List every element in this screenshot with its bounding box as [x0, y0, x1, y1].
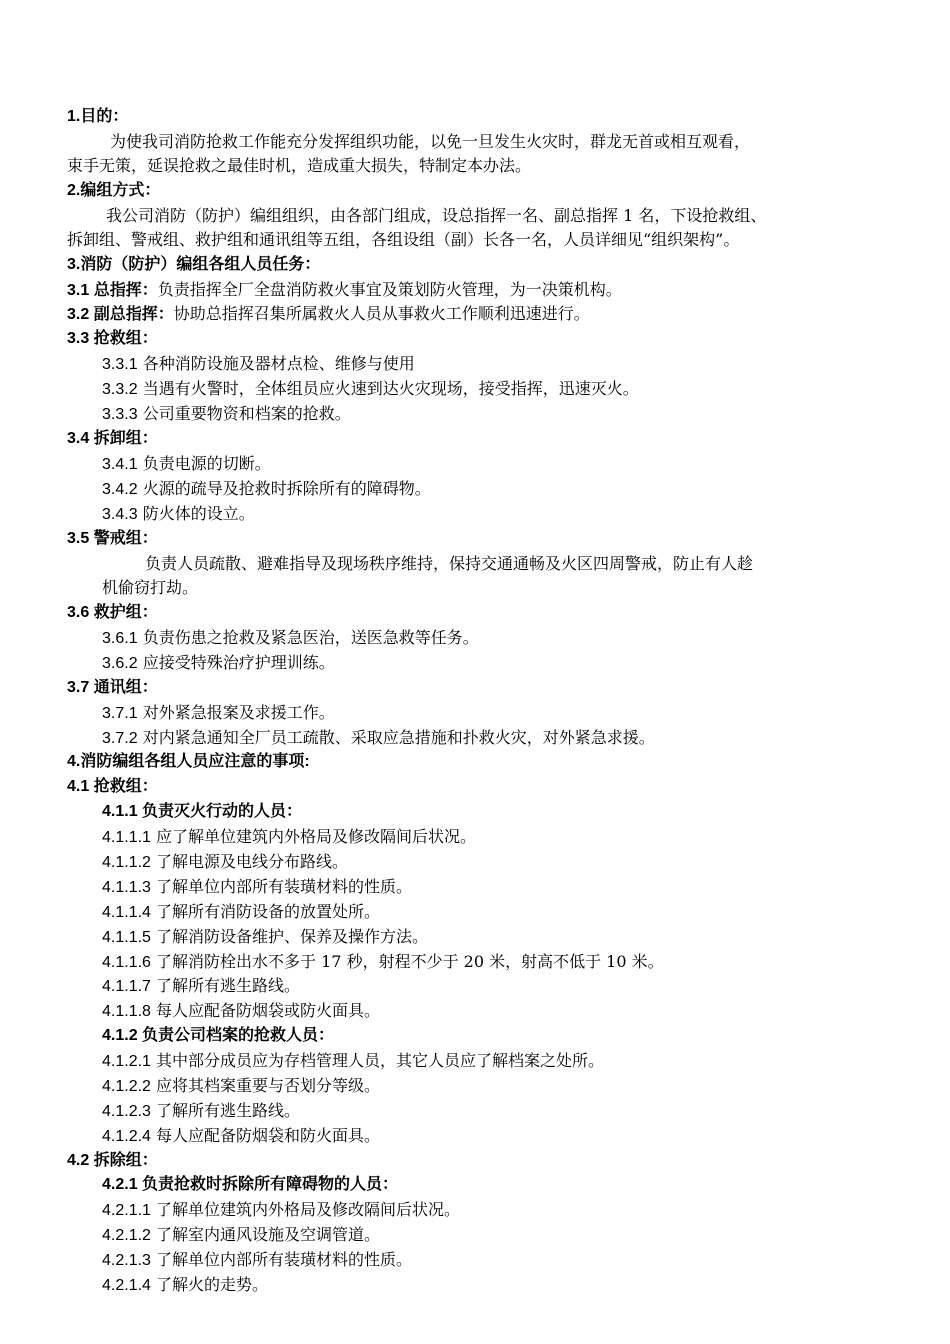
item-3-7-heading: 3.7 通讯组： [67, 679, 158, 696]
item-3-3-1-text: 各种消防设施及器材点检、维修与使用 [142, 354, 415, 373]
item-4-1-1-heading: 4.1.1 负责灭火行动的人员： [102, 803, 303, 820]
item-4-2-1-1-text: 了解单位建筑内外格局及修改隔间后状况。 [156, 1200, 461, 1219]
item-4-2-1-3 [102, 1249, 412, 1271]
purpose-line-2: 束手无策，延误抢救之最佳时机，造成重大损失，特制定本办法。 [67, 156, 532, 175]
item-4-1-1-6-number: 4.1.1.6 [102, 954, 151, 971]
item-4-2-1-3-text: 了解单位内部所有装璜材料的性质。 [156, 1250, 413, 1269]
item-3-7-2-number: 3.7.2 [102, 730, 138, 747]
item-3-4-1-number: 3.4.1 [102, 456, 138, 473]
item-3-2 [67, 303, 590, 325]
item-4-1-1-3-number: 4.1.1.3 [102, 879, 151, 896]
item-4-2-1-2-text: 了解室内通风设施及空调管道。 [156, 1225, 381, 1244]
item-3-2-label: 3.2 副总指挥： [67, 306, 174, 323]
item-4-1-2-1-number: 4.1.2.1 [102, 1053, 151, 1070]
item-4-2-heading: 4.2 拆除组： [67, 1152, 158, 1169]
item-3-6-1-number: 3.6.1 [102, 630, 138, 647]
item-3-7-1-number: 3.7.1 [102, 705, 138, 722]
item-4-1-2-2 [102, 1075, 380, 1097]
item-4-1-1-7 [102, 975, 300, 997]
item-4-1-2-4 [102, 1125, 380, 1147]
item-3-4-3 [102, 503, 255, 525]
item-3-5-heading: 3.5 警戒组： [67, 530, 158, 547]
item-4-2-1-3-number: 4.2.1.3 [102, 1252, 151, 1269]
item-3-6-2-number: 3.6.2 [102, 655, 138, 672]
item-4-1-1-2 [102, 851, 348, 873]
item-4-1-1-5-number: 4.1.1.5 [102, 929, 151, 946]
item-4-1-1-7-number: 4.1.1.7 [102, 978, 151, 995]
item-4-2-1-4-number: 4.2.1.4 [102, 1277, 151, 1294]
organization-line-2: 拆卸组、警戒组、救护组和通讯组等五组，各组设组（副）长各一名，人员详细见“组织架构”。 [67, 230, 740, 249]
item-3-4-2-text: 火源的疏导及抢救时拆除所有的障碍物。 [142, 479, 431, 498]
item-4-2-1-heading: 4.2.1 负责抢救时拆除所有障碍物的人员： [102, 1176, 399, 1193]
item-4-1-1-5 [102, 926, 428, 948]
item-4-2-1-4 [102, 1274, 268, 1296]
item-4-2-1-1-number: 4.2.1.1 [102, 1202, 151, 1219]
item-3-7-1-text: 对外紧急报案及求援工作。 [142, 703, 335, 722]
item-3-2-text: 协助总指挥召集所属救火人员从事救火工作顺利迅速进行。 [173, 304, 590, 323]
item-4-1-2-3 [102, 1100, 300, 1122]
item-4-1-1-1-text: 应了解单位建筑内外格局及修改隔间后状况。 [156, 827, 477, 846]
section-3-heading: 3.消防（防护）编组各组人员任务： [67, 256, 321, 273]
item-4-1-2-heading: 4.1.2 负责公司档案的抢救人员： [102, 1027, 335, 1044]
item-3-3-2-number: 3.3.2 [102, 381, 138, 398]
item-4-1-1-4-text: 了解所有消防设备的放置处所。 [156, 902, 381, 921]
item-4-1-1-1-number: 4.1.1.1 [102, 829, 151, 846]
item-4-1-1-8-number: 4.1.1.8 [102, 1003, 151, 1020]
item-4-2-1-4-text: 了解火的走势。 [156, 1275, 269, 1294]
item-3-6-1 [102, 627, 479, 649]
item-3-6-heading: 3.6 救护组： [67, 604, 158, 621]
item-3-3-2 [102, 378, 639, 400]
section-2-heading: 2.编组方式： [67, 182, 161, 199]
item-3-3-1 [102, 353, 415, 375]
item-4-1-1-6 [102, 951, 664, 973]
item-4-1-1-7-text: 了解所有逃生路线。 [156, 976, 301, 995]
item-4-1-2-2-text: 应将其档案重要与否划分等级。 [156, 1076, 381, 1095]
item-4-1-1-4 [102, 901, 380, 923]
item-3-5-line-2: 机偷窃打劫。 [102, 578, 199, 597]
item-3-4-heading: 3.4 拆卸组： [67, 430, 158, 447]
item-3-7-2 [102, 727, 655, 749]
item-3-1-text: 负责指挥全厂全盘消防救火事宜及策划防火管理，为一决策机构。 [157, 280, 622, 299]
item-4-1-2-3-number: 4.1.2.3 [102, 1103, 151, 1120]
item-3-5-line-1: 负责人员疏散、避难指导及现场秩序维持，保持交通通畅及火区四周警戒，防止有人趁 [145, 554, 754, 573]
item-4-2-1-1 [102, 1199, 460, 1221]
purpose-line-1: 为使我司消防抢救工作能充分发挥组织功能，以免一旦发生火灾时，群龙无首或相互观看， [110, 132, 751, 151]
item-3-3-heading: 3.3 抢救组： [67, 330, 158, 347]
item-4-1-2-1-text: 其中部分成员应为存档管理人员，其它人员应了解档案之处所。 [156, 1051, 605, 1070]
item-4-1-1-1 [102, 826, 476, 848]
item-4-1-1-3-text: 了解单位内部所有装璜材料的性质。 [156, 877, 413, 896]
section-4-heading: 4.消防编组各组人员应注意的事项: [67, 753, 310, 770]
item-3-3-3-text: 公司重要物资和档案的抢救。 [142, 404, 351, 423]
item-3-4-1-text: 负责电源的切断。 [142, 454, 271, 473]
item-4-1-1-8 [102, 1000, 380, 1022]
item-4-1-1-4-number: 4.1.1.4 [102, 904, 151, 921]
item-3-3-3 [102, 403, 351, 425]
item-4-2-1-2 [102, 1224, 380, 1246]
item-4-1-2-3-text: 了解所有逃生路线。 [156, 1101, 301, 1120]
item-3-3-2-text: 当遇有火警时，全体组员应火速到达火灾现场，接受指挥，迅速灭火。 [142, 379, 639, 398]
item-4-1-2-4-text: 每人应配备防烟袋和防火面具。 [156, 1126, 381, 1145]
item-3-4-3-text: 防火体的设立。 [142, 504, 255, 523]
item-4-1-1-8-text: 每人应配备防烟袋或防火面具。 [156, 1001, 381, 1020]
item-3-6-1-text: 负责伤患之抢救及紧急医治，送医急救等任务。 [142, 628, 479, 647]
item-4-1-1-5-text: 了解消防设备维护、保养及操作方法。 [156, 927, 429, 946]
item-4-1-2-1 [102, 1050, 604, 1072]
item-3-3-1-number: 3.3.1 [102, 356, 138, 373]
item-3-6-2-text: 应接受特殊治疗护理训练。 [142, 653, 335, 672]
item-3-4-2-number: 3.4.2 [102, 481, 138, 498]
item-4-1-1-2-text: 了解电源及电线分布路线。 [156, 852, 349, 871]
organization-line-1: 我公司消防（防护）编组组织，由各部门组成，设总指挥一名、副总指挥 1 名，下设抢救组、 [106, 206, 767, 225]
item-3-4-3-number: 3.4.3 [102, 506, 138, 523]
item-4-1-1-6-text: 了解消防栓出水不多于 17 秒，射程不少于 20 米，射高不低于 10 米。 [156, 952, 664, 971]
item-4-1-1-3 [102, 876, 412, 898]
item-3-3-3-number: 3.3.3 [102, 406, 138, 423]
item-4-1-2-4-number: 4.1.2.4 [102, 1128, 151, 1145]
item-3-7-2-text: 对内紧急通知全厂员工疏散、采取应急措施和扑救火灾，对外紧急求援。 [142, 728, 655, 747]
section-1-heading: 1.目的： [67, 108, 129, 125]
item-3-6-2 [102, 652, 335, 674]
item-3-1 [67, 279, 622, 301]
item-3-4-1 [102, 453, 271, 475]
item-3-1-label: 3.1 总指挥： [67, 282, 158, 299]
item-3-7-1 [102, 702, 335, 724]
item-4-1-heading: 4.1 抢救组： [67, 778, 158, 795]
item-4-2-1-2-number: 4.2.1.2 [102, 1227, 151, 1244]
item-4-1-1-2-number: 4.1.1.2 [102, 854, 151, 871]
item-4-1-2-2-number: 4.1.2.2 [102, 1078, 151, 1095]
item-3-4-2 [102, 478, 431, 500]
